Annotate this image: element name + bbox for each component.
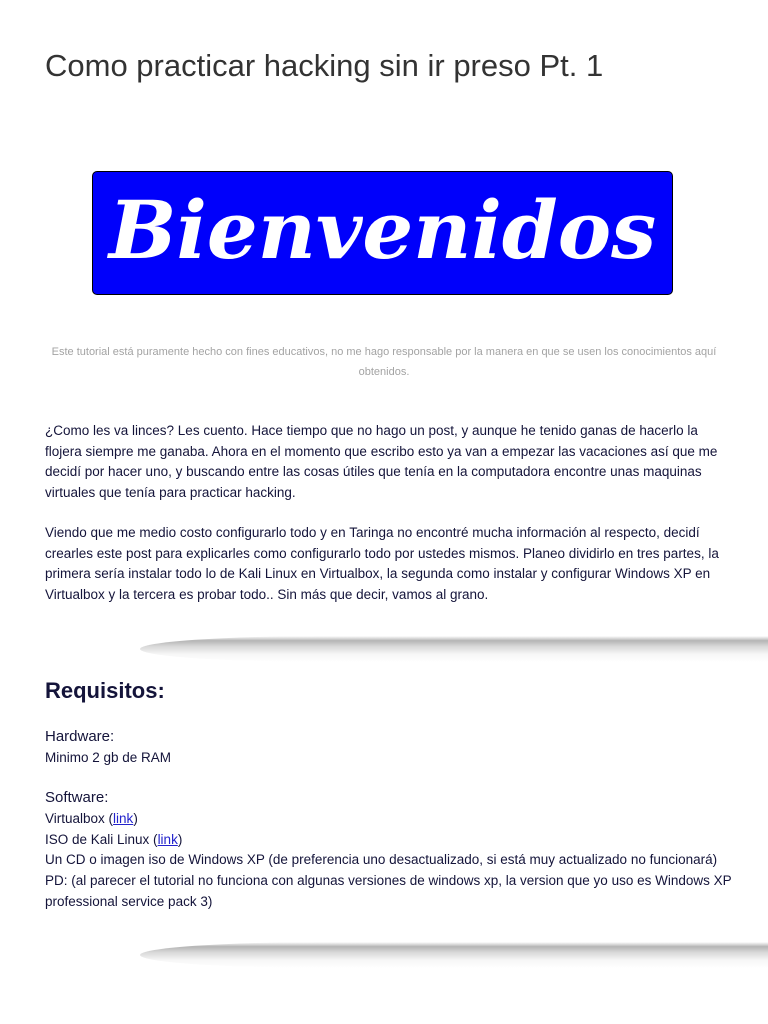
page-title: Como practicar hacking sin ir preso Pt. 1 [45, 48, 604, 83]
virtualbox-link[interactable]: link [113, 811, 134, 826]
virtualbox-suffix: ) [133, 811, 138, 826]
hardware-heading: Hardware: [45, 728, 115, 745]
hardware-item-ram: Minimo 2 gb de RAM [45, 750, 172, 765]
kali-iso-link[interactable]: link [157, 832, 178, 847]
requirements-heading: Requisitos: [45, 678, 165, 703]
kali-iso-suffix: ) [177, 832, 183, 847]
software-item-virtualbox [45, 809, 745, 830]
software-item-windows-cd: Un CD o imagen iso de Windows XP (de preferencia uno desactualizado, si está muy actualizado no funcionará) [45, 852, 718, 867]
section-divider [140, 636, 768, 662]
disclaimer-text: Este tutorial está puramente hecho con fines educativos, no me hago responsable por la manera en que se usen los conocimientos aquí obtenidos. [51, 346, 717, 378]
banner-text: Bienvenidos [108, 183, 657, 277]
software-note: PD: (al parecer el tutorial no funciona con algunas versiones de windows xp, la version que yo uso es Windows XP professional service pack 3) [45, 873, 732, 909]
intro-paragraph-1: ¿Como les va linces? Les cuento. Hace tiempo que no hago un post, y aunque he tenido ganas de hacerlo la flojera siempre me ganaba. Ahora en el momento que escribo esto ya van a empezar las vacaciones así que me decidí por hacer uno, y buscando entre las cosas útiles que tenía en la computadora encontre unas maquinas virtuales que tenía para practicar hacking. [45, 423, 718, 500]
intro-paragraph-2: Viendo que me medio costo configurarlo todo y en Taringa no encontré mucha información al respecto, decidí crearles este post para explicarles como configurarlo todo por ustedes mismos. Planeo dividirlo en tres partes, la primera sería instalar todo lo de Kali Linux en Virtualbox, la segunda como instalar y configurar Windows XP en Virtualbox y la tercera es probar todo.. Sin más que decir, vamos al grano. [45, 525, 719, 602]
section-divider [140, 942, 768, 968]
software-heading: Software: [45, 789, 109, 806]
software-item-kali-iso [45, 830, 745, 851]
welcome-banner [92, 171, 673, 295]
kali-iso-label: ISO de Kali Linux ( [45, 832, 158, 847]
virtualbox-label: Virtualbox ( [45, 811, 114, 826]
